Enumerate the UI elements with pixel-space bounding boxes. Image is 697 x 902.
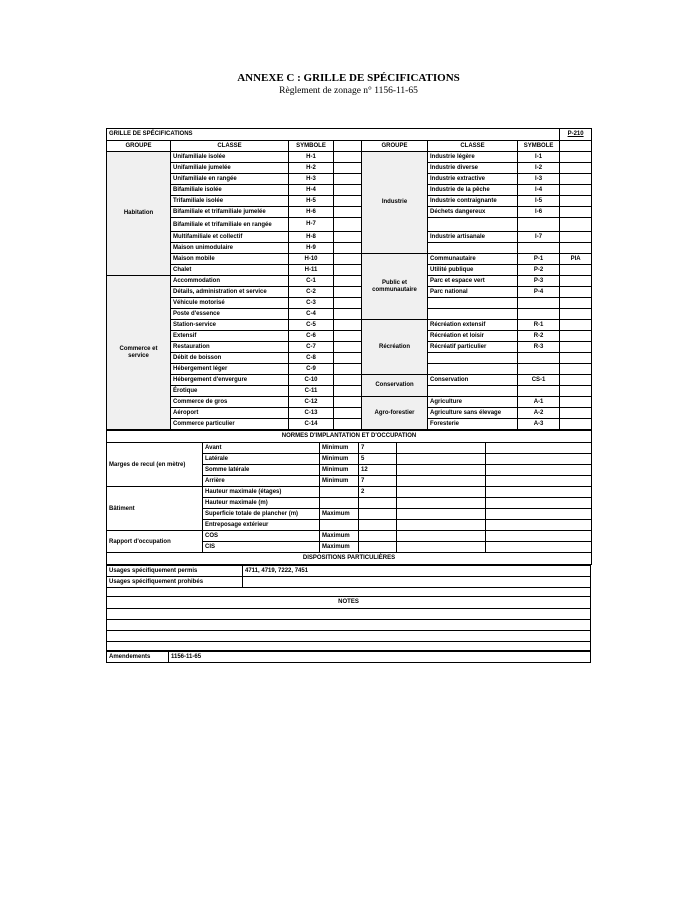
class-row: [107, 152, 592, 163]
mark-left: [334, 185, 362, 196]
norme-value: [359, 531, 397, 542]
symbole-right: I-7: [518, 232, 560, 243]
classe-right: [428, 364, 518, 375]
zone-code: P-210: [560, 129, 592, 141]
mark-right: [560, 276, 592, 287]
col-symbole-right: SYMBOLE: [518, 141, 560, 152]
norme-extra: [397, 487, 486, 498]
classe-right: Récréation extensif: [428, 320, 518, 331]
norme-group: Bâtiment: [107, 487, 203, 531]
mark-right: [560, 331, 592, 342]
col-groupe-right: GROUPE: [362, 141, 428, 152]
class-row: [107, 342, 592, 353]
col-symbole-left: SYMBOLE: [289, 141, 334, 152]
mark-left: [334, 276, 362, 287]
symbole-left: H-4: [289, 185, 334, 196]
symbole-left: C-10: [289, 375, 334, 386]
mark-left: [334, 331, 362, 342]
symbole-right: P-1: [518, 254, 560, 265]
class-row: [107, 331, 592, 342]
symbole-left: C-1: [289, 276, 334, 287]
mark-right: [560, 309, 592, 320]
classe-right: Foresterie: [428, 419, 518, 430]
mark-left: [334, 408, 362, 419]
amendements-table: [106, 651, 591, 663]
norme-extra: [397, 509, 486, 520]
dispositions-table: [106, 565, 591, 651]
classe-left: Bifamiliale et trifamiliale jumelée: [171, 207, 289, 218]
classe-left: Maison mobile: [171, 254, 289, 265]
classe-left: Bifamiliale et trifamiliale en rangée: [171, 218, 289, 232]
col-classe-right: CLASSE: [428, 141, 518, 152]
class-row: [107, 298, 592, 309]
symbole-right: I-6: [518, 207, 560, 218]
norme-label: Superficie totale de plancher (m): [203, 509, 320, 520]
classe-left: Extensif: [171, 331, 289, 342]
norme-label: Somme latérale: [203, 465, 320, 476]
norme-row: [107, 487, 592, 498]
norme-extra: [397, 454, 486, 465]
norme-value: [359, 542, 397, 553]
class-row: [107, 276, 592, 287]
class-row: [107, 265, 592, 276]
symbole-right: CS-1: [518, 375, 560, 386]
symbole-right: P-2: [518, 265, 560, 276]
symbole-left: C-8: [289, 353, 334, 364]
norme-label: Hauteur maximale (m): [203, 498, 320, 509]
class-row: [107, 254, 592, 265]
symbole-right: [518, 309, 560, 320]
mark-right: [560, 375, 592, 386]
symbole-left: H-11: [289, 265, 334, 276]
class-row: [107, 207, 592, 218]
classe-right: [428, 298, 518, 309]
symbole-left: H-6: [289, 207, 334, 218]
classe-left: Détails, administration et service: [171, 287, 289, 298]
classe-right: [428, 309, 518, 320]
class-row: [107, 375, 592, 386]
classe-left: Débit de boisson: [171, 353, 289, 364]
class-row: [107, 287, 592, 298]
norme-extra: [397, 443, 486, 454]
notes-title: NOTES: [107, 597, 591, 609]
classe-left: Unifamiliale en rangée: [171, 174, 289, 185]
amendements-label: Amendements: [107, 652, 169, 663]
classe-right: [428, 218, 518, 232]
mark-right: [560, 386, 592, 397]
mark-right: [560, 419, 592, 430]
usages-permis-label: Usages spécifiquement permis: [107, 566, 243, 577]
norme-extra: [486, 487, 592, 498]
classe-left: Unifamiliale jumelée: [171, 163, 289, 174]
mark-left: [334, 243, 362, 254]
normes-table: [106, 430, 592, 565]
symbole-right: [518, 364, 560, 375]
symbole-right: I-4: [518, 185, 560, 196]
class-row: [107, 353, 592, 364]
norme-extra: [486, 465, 592, 476]
class-rows: [107, 152, 592, 430]
class-row: [107, 386, 592, 397]
symbole-right: [518, 218, 560, 232]
norme-type: Minimum: [320, 454, 359, 465]
norme-extra: [397, 542, 486, 553]
classe-left: Accommodation: [171, 276, 289, 287]
classe-right: Récréation et loisir: [428, 331, 518, 342]
mark-right: [560, 174, 592, 185]
norme-extra: [397, 531, 486, 542]
class-row: [107, 196, 592, 207]
mark-left: [334, 232, 362, 243]
symbole-left: C-11: [289, 386, 334, 397]
classe-left: Unifamiliale isolée: [171, 152, 289, 163]
classe-right: Parc national: [428, 287, 518, 298]
norme-extra: [397, 520, 486, 531]
norme-value: [359, 509, 397, 520]
mark-left: [334, 309, 362, 320]
norme-value: 7: [359, 476, 397, 487]
class-row: [107, 419, 592, 430]
classe-left: Station-service: [171, 320, 289, 331]
mark-right: [560, 218, 592, 232]
symbole-right: R-1: [518, 320, 560, 331]
symbole-right: P-3: [518, 276, 560, 287]
symbole-right: A-1: [518, 397, 560, 408]
symbole-left: C-14: [289, 419, 334, 430]
norme-value: [359, 520, 397, 531]
norme-extra: [486, 542, 592, 553]
norme-label: Latérale: [203, 454, 320, 465]
norme-label: CIS: [203, 542, 320, 553]
symbole-left: C-7: [289, 342, 334, 353]
classe-left: Restauration: [171, 342, 289, 353]
symbole-right: A-3: [518, 419, 560, 430]
classe-right: [428, 243, 518, 254]
classe-right: Communautaire: [428, 254, 518, 265]
mark-right: PIA: [560, 254, 592, 265]
classe-right: Industrie diverse: [428, 163, 518, 174]
norme-type: Maximum: [320, 531, 359, 542]
mark-left: [334, 342, 362, 353]
classe-right: Récréatif particulier: [428, 342, 518, 353]
group-left: Commerce et service: [107, 276, 171, 430]
mark-right: [560, 408, 592, 419]
normes-title: NORMES D'IMPLANTATION ET D'OCCUPATION: [107, 431, 592, 443]
classe-left: Aéroport: [171, 408, 289, 419]
norme-value: 7: [359, 443, 397, 454]
class-row: [107, 320, 592, 331]
normes-rows: [107, 443, 592, 553]
note-line: [107, 631, 591, 642]
norme-value: 2: [359, 487, 397, 498]
mark-left: [334, 207, 362, 218]
class-row: [107, 185, 592, 196]
classe-left: Hébergement d'envergure: [171, 375, 289, 386]
classe-left: Trifamiliale isolée: [171, 196, 289, 207]
norme-extra: [397, 476, 486, 487]
amendements-value: 1156-11-65: [169, 652, 591, 663]
symbole-left: H-8: [289, 232, 334, 243]
symbole-right: I-3: [518, 174, 560, 185]
group-right: Industrie: [362, 152, 428, 254]
symbole-right: R-3: [518, 342, 560, 353]
norme-row: [107, 531, 592, 542]
class-row: [107, 174, 592, 185]
mark-left: [334, 375, 362, 386]
mark-right: [560, 152, 592, 163]
symbole-left: H-3: [289, 174, 334, 185]
classe-left: Maison unimodulaire: [171, 243, 289, 254]
class-row: [107, 364, 592, 375]
group-right: Conservation: [362, 375, 428, 397]
norme-extra: [486, 476, 592, 487]
classe-right: Industrie extractive: [428, 174, 518, 185]
classe-left: Commerce de gros: [171, 397, 289, 408]
group-left: Habitation: [107, 152, 171, 276]
norme-group: Rapport d'occupation: [107, 531, 203, 553]
symbole-left: C-3: [289, 298, 334, 309]
symbole-right: [518, 386, 560, 397]
classe-left: Chalet: [171, 265, 289, 276]
class-row: [107, 218, 592, 232]
mark-left: [334, 386, 362, 397]
symbole-left: H-1: [289, 152, 334, 163]
symbole-left: H-9: [289, 243, 334, 254]
symbole-left: C-2: [289, 287, 334, 298]
class-row: [107, 397, 592, 408]
symbole-left: C-9: [289, 364, 334, 375]
classe-right: Industrie légère: [428, 152, 518, 163]
norme-type: Minimum: [320, 465, 359, 476]
classe-right: Conservation: [428, 375, 518, 386]
mark-right: [560, 353, 592, 364]
mark-right: [560, 342, 592, 353]
symbole-right: [518, 298, 560, 309]
mark-left: [334, 298, 362, 309]
norme-value: [359, 498, 397, 509]
norme-label: Hauteur maximale (étages): [203, 487, 320, 498]
classe-left: Véhicule motorisé: [171, 298, 289, 309]
spec-grid: [106, 128, 591, 663]
col-groupe-left: GROUPE: [107, 141, 171, 152]
norme-label: Entreposage extérieur: [203, 520, 320, 531]
classe-left: Érotique: [171, 386, 289, 397]
norme-value: 5: [359, 454, 397, 465]
class-row: [107, 408, 592, 419]
mark-right: [560, 207, 592, 218]
class-row: [107, 309, 592, 320]
mark-left: [334, 320, 362, 331]
note-line: [107, 642, 591, 651]
mark-right: [560, 287, 592, 298]
norme-extra: [486, 520, 592, 531]
norme-value: 12: [359, 465, 397, 476]
classe-left: Bifamiliale isolée: [171, 185, 289, 196]
group-right: Récréation: [362, 320, 428, 375]
usages-permis-value: 4711, 4719, 7222, 7451: [243, 566, 591, 577]
mark-left: [334, 218, 362, 232]
symbole-left: H-10: [289, 254, 334, 265]
norme-type: Maximum: [320, 542, 359, 553]
class-row: [107, 232, 592, 243]
mark-right: [560, 364, 592, 375]
symbole-right: [518, 243, 560, 254]
classe-left: Poste d'essence: [171, 309, 289, 320]
classe-right: Industrie contraignante: [428, 196, 518, 207]
symbole-right: A-2: [518, 408, 560, 419]
norme-type: Minimum: [320, 476, 359, 487]
norme-label: COS: [203, 531, 320, 542]
mark-left: [334, 353, 362, 364]
mark-right: [560, 163, 592, 174]
classe-left: Multifamiliale et collectif: [171, 232, 289, 243]
norme-extra: [486, 509, 592, 520]
mark-left: [334, 364, 362, 375]
symbole-left: C-4: [289, 309, 334, 320]
usages-prohibes-value: [243, 577, 591, 588]
norme-type: [320, 498, 359, 509]
symbole-left: H-5: [289, 196, 334, 207]
norme-type: Minimum: [320, 443, 359, 454]
classe-right: Déchets dangereux: [428, 207, 518, 218]
mark-left: [334, 152, 362, 163]
mark-left: [334, 287, 362, 298]
classe-left: Hébergement léger: [171, 364, 289, 375]
norme-extra: [397, 498, 486, 509]
classe-right: [428, 353, 518, 364]
norme-extra: [486, 454, 592, 465]
symbole-right: [518, 353, 560, 364]
norme-label: Avant: [203, 443, 320, 454]
symbole-right: R-2: [518, 331, 560, 342]
symbole-right: I-5: [518, 196, 560, 207]
mark-left: [334, 254, 362, 265]
classe-right: Parc et espace vert: [428, 276, 518, 287]
norme-type: [320, 520, 359, 531]
annex-title: ANNEXE C : GRILLE DE SPÉCIFICATIONS: [237, 72, 460, 84]
mark-right: [560, 185, 592, 196]
mark-right: [560, 397, 592, 408]
group-right: Public et communautaire: [362, 254, 428, 320]
mark-right: [560, 232, 592, 243]
classe-right: Industrie de la pêche: [428, 185, 518, 196]
norme-extra: [397, 465, 486, 476]
symbole-right: P-4: [518, 287, 560, 298]
symbole-right: I-2: [518, 163, 560, 174]
class-row: [107, 243, 592, 254]
norme-row: [107, 443, 592, 454]
norme-group: Marges de recul (en mètre): [107, 443, 203, 487]
note-line: [107, 620, 591, 631]
usages-prohibes-label: Usages spécifiquement prohibés: [107, 577, 243, 588]
mark-left: [334, 265, 362, 276]
symbole-left: C-13: [289, 408, 334, 419]
norme-type: Maximum: [320, 509, 359, 520]
classe-right: Agriculture: [428, 397, 518, 408]
classes-table: [106, 128, 592, 430]
norme-extra: [486, 443, 592, 454]
symbole-left: C-6: [289, 331, 334, 342]
mark-left: [334, 419, 362, 430]
mark-left: [334, 174, 362, 185]
symbole-right: I-1: [518, 152, 560, 163]
classe-right: Agriculture sans élevage: [428, 408, 518, 419]
annex-subtitle: Règlement de zonage n° 1156-11-65: [279, 86, 418, 96]
mark-left: [334, 196, 362, 207]
mark-right: [560, 298, 592, 309]
mark-left: [334, 163, 362, 174]
mark-right: [560, 196, 592, 207]
note-line: [107, 609, 591, 620]
dispositions-title: DISPOSITIONS PARTICULIÈRES: [107, 553, 592, 565]
col-classe-left: CLASSE: [171, 141, 289, 152]
symbole-left: H-2: [289, 163, 334, 174]
classe-right: [428, 386, 518, 397]
symbole-left: C-12: [289, 397, 334, 408]
mark-right: [560, 265, 592, 276]
mark-right: [560, 243, 592, 254]
mark-left: [334, 397, 362, 408]
symbole-left: H-7: [289, 218, 334, 232]
grid-title: GRILLE DE SPÉCIFICATIONS: [107, 129, 560, 141]
classe-left: Commerce particulier: [171, 419, 289, 430]
norme-extra: [486, 498, 592, 509]
group-right: Agro-forestier: [362, 397, 428, 430]
classe-right: Utilité publique: [428, 265, 518, 276]
norme-label: Arrière: [203, 476, 320, 487]
symbole-left: C-5: [289, 320, 334, 331]
mark-right: [560, 320, 592, 331]
class-row: [107, 163, 592, 174]
norme-type: [320, 487, 359, 498]
norme-extra: [486, 531, 592, 542]
classe-right: Industrie artisanale: [428, 232, 518, 243]
